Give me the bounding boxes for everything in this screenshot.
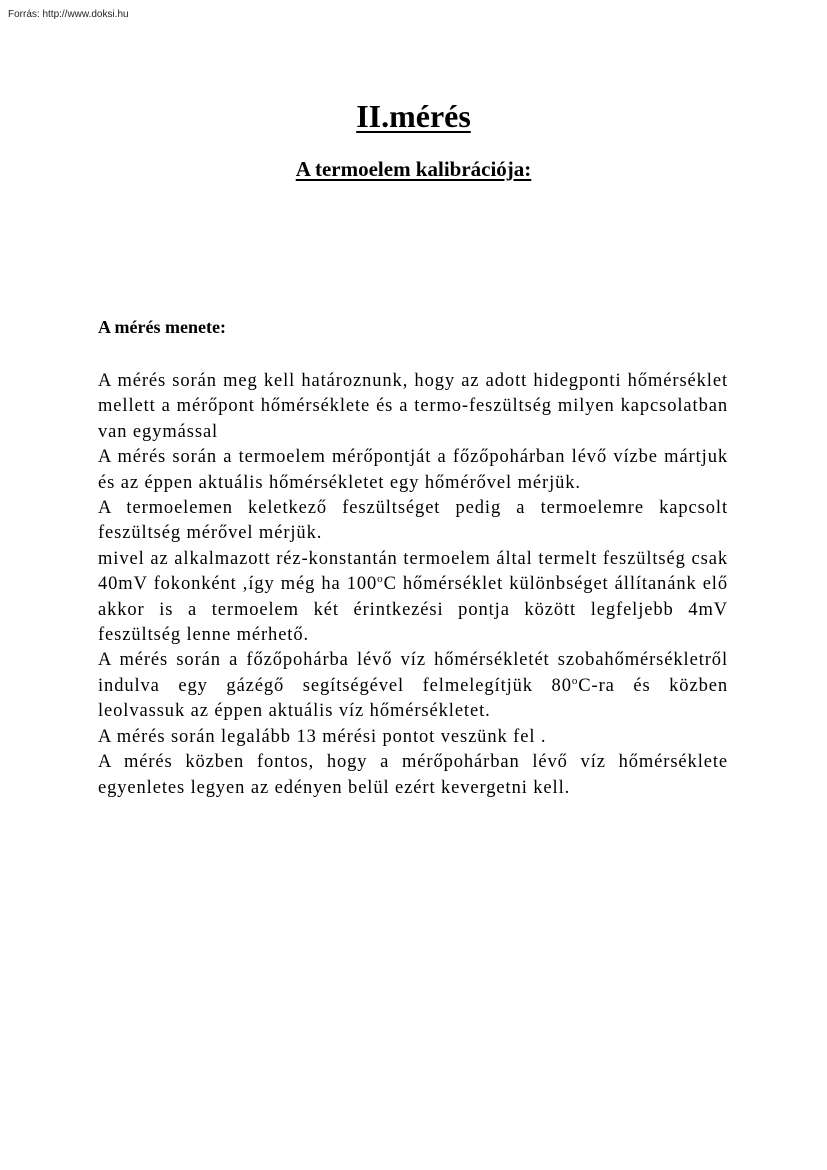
page-subtitle: A termoelem kalibrációja:: [295, 157, 532, 181]
source-label: Forrás: http://www.doksi.hu: [8, 9, 129, 20]
page-title: II.mérés: [356, 98, 471, 134]
paragraph-4-part-2: C hőmérséklet különbséget állítanánk elő akkor is a termoelem két érintkezési pontja között legfeljebb 4mV feszültség lenne mérhető.: [98, 574, 728, 646]
paragraph-2: A mérés során a termoelem mérőpontját a főzőpohárban lévő vízbe mártjuk és az éppen aktuális hőmérsékletet egy hőmérővel mérjük.: [98, 447, 728, 493]
paragraph-6: A mérés során legalább 13 mérési pontot veszünk fel .: [98, 726, 547, 747]
body-text: [98, 369, 728, 801]
paragraph-7: A mérés közben fontos, hogy a mérőpohárban lévő víz hőmérséklete egyenletes legyen az edényen belül ezért kevergetni kell.: [98, 752, 728, 798]
section-heading: A mérés menete:: [98, 317, 226, 337]
paragraph-4: [98, 547, 728, 649]
paragraph-3: A termoelemen keletkező feszültséget pedig a termoelemre kapcsolt feszültség mérővel mérjük.: [98, 498, 728, 544]
paragraph-5-part-2: C-ra és közben leolvassuk az éppen aktuális víz hőmérsékletet.: [98, 675, 728, 722]
paragraph-4-part-1: mivel az alkalmazott réz-konstantán termoelem által termelt feszültség csak 40mV fokonként ,így még ha 100: [98, 548, 728, 595]
paragraph-1: A mérés során meg kell határoznunk, hogy az adott hidegponti hőmérséklet mellett a mérőpont hőmérséklete és a termo-feszültség milyen kapcsolatban van egymással: [98, 371, 728, 442]
paragraph-5: [98, 648, 728, 724]
degree-superscript: o: [377, 573, 384, 586]
degree-superscript: o: [571, 674, 579, 687]
paragraph-5-part-1: A mérés során a főzőpohárba lévő víz hőmérsékletét szobahőmérsékletről indulva egy gázégő segítségével felmelegítjük 80: [98, 650, 728, 696]
